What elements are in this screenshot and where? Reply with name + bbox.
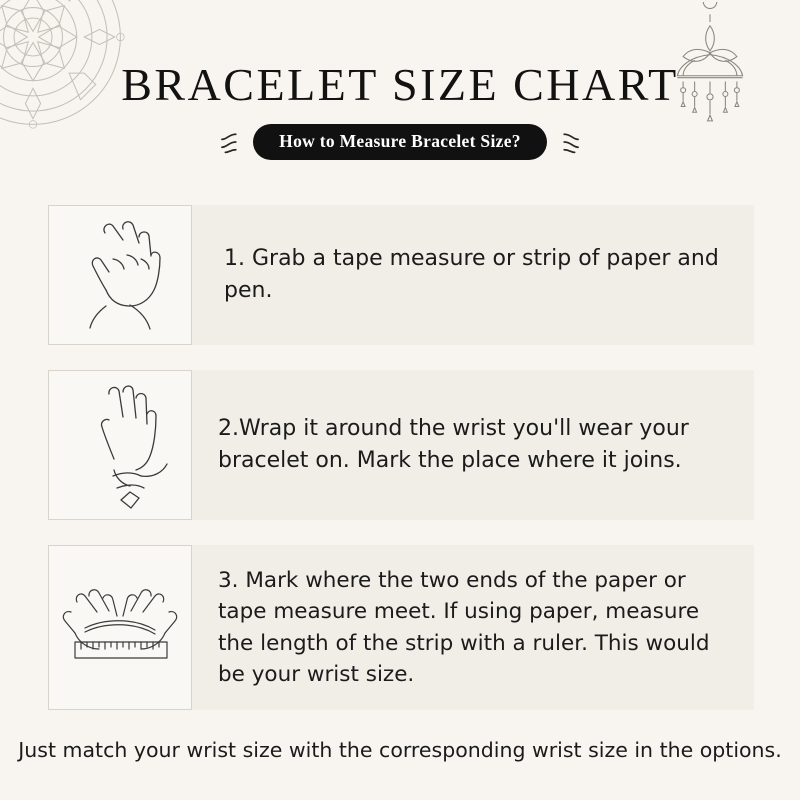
subtitle-pill: How to Measure Bracelet Size? (253, 124, 547, 160)
steps-list (48, 205, 754, 735)
step-2-text: 2.Wrap it around the wrist you'll wear your bracelet on. Mark the place where it joins. (218, 416, 689, 473)
list-item (48, 205, 754, 345)
step-3-thumbnail (48, 545, 192, 710)
flourish-ornament-icon (559, 129, 585, 155)
step-2-thumbnail (48, 370, 192, 520)
hand-fist-illustration-icon (65, 215, 175, 335)
step-3-text: 3. Mark where the two ends of the paper or tape measure meet. If using paper, measure the length of the strip with a ruler. This would be your wrist size. (218, 568, 710, 687)
footer-note: Just match your wrist size with the corresponding wrist size in the options. (18, 738, 782, 762)
list-item (48, 370, 754, 520)
hand-with-tape-around-wrist-illustration-icon (65, 380, 175, 510)
step-1-thumbnail (48, 205, 192, 345)
hands-measuring-with-ruler-illustration-icon (55, 568, 185, 688)
step-1-text: 1. Grab a tape measure or strip of paper and pen. (224, 246, 719, 303)
flourish-ornament-icon (215, 129, 241, 155)
subtitle-row (0, 124, 800, 160)
list-item (48, 545, 754, 710)
page-title: BRACELET SIZE CHART (121, 59, 679, 110)
